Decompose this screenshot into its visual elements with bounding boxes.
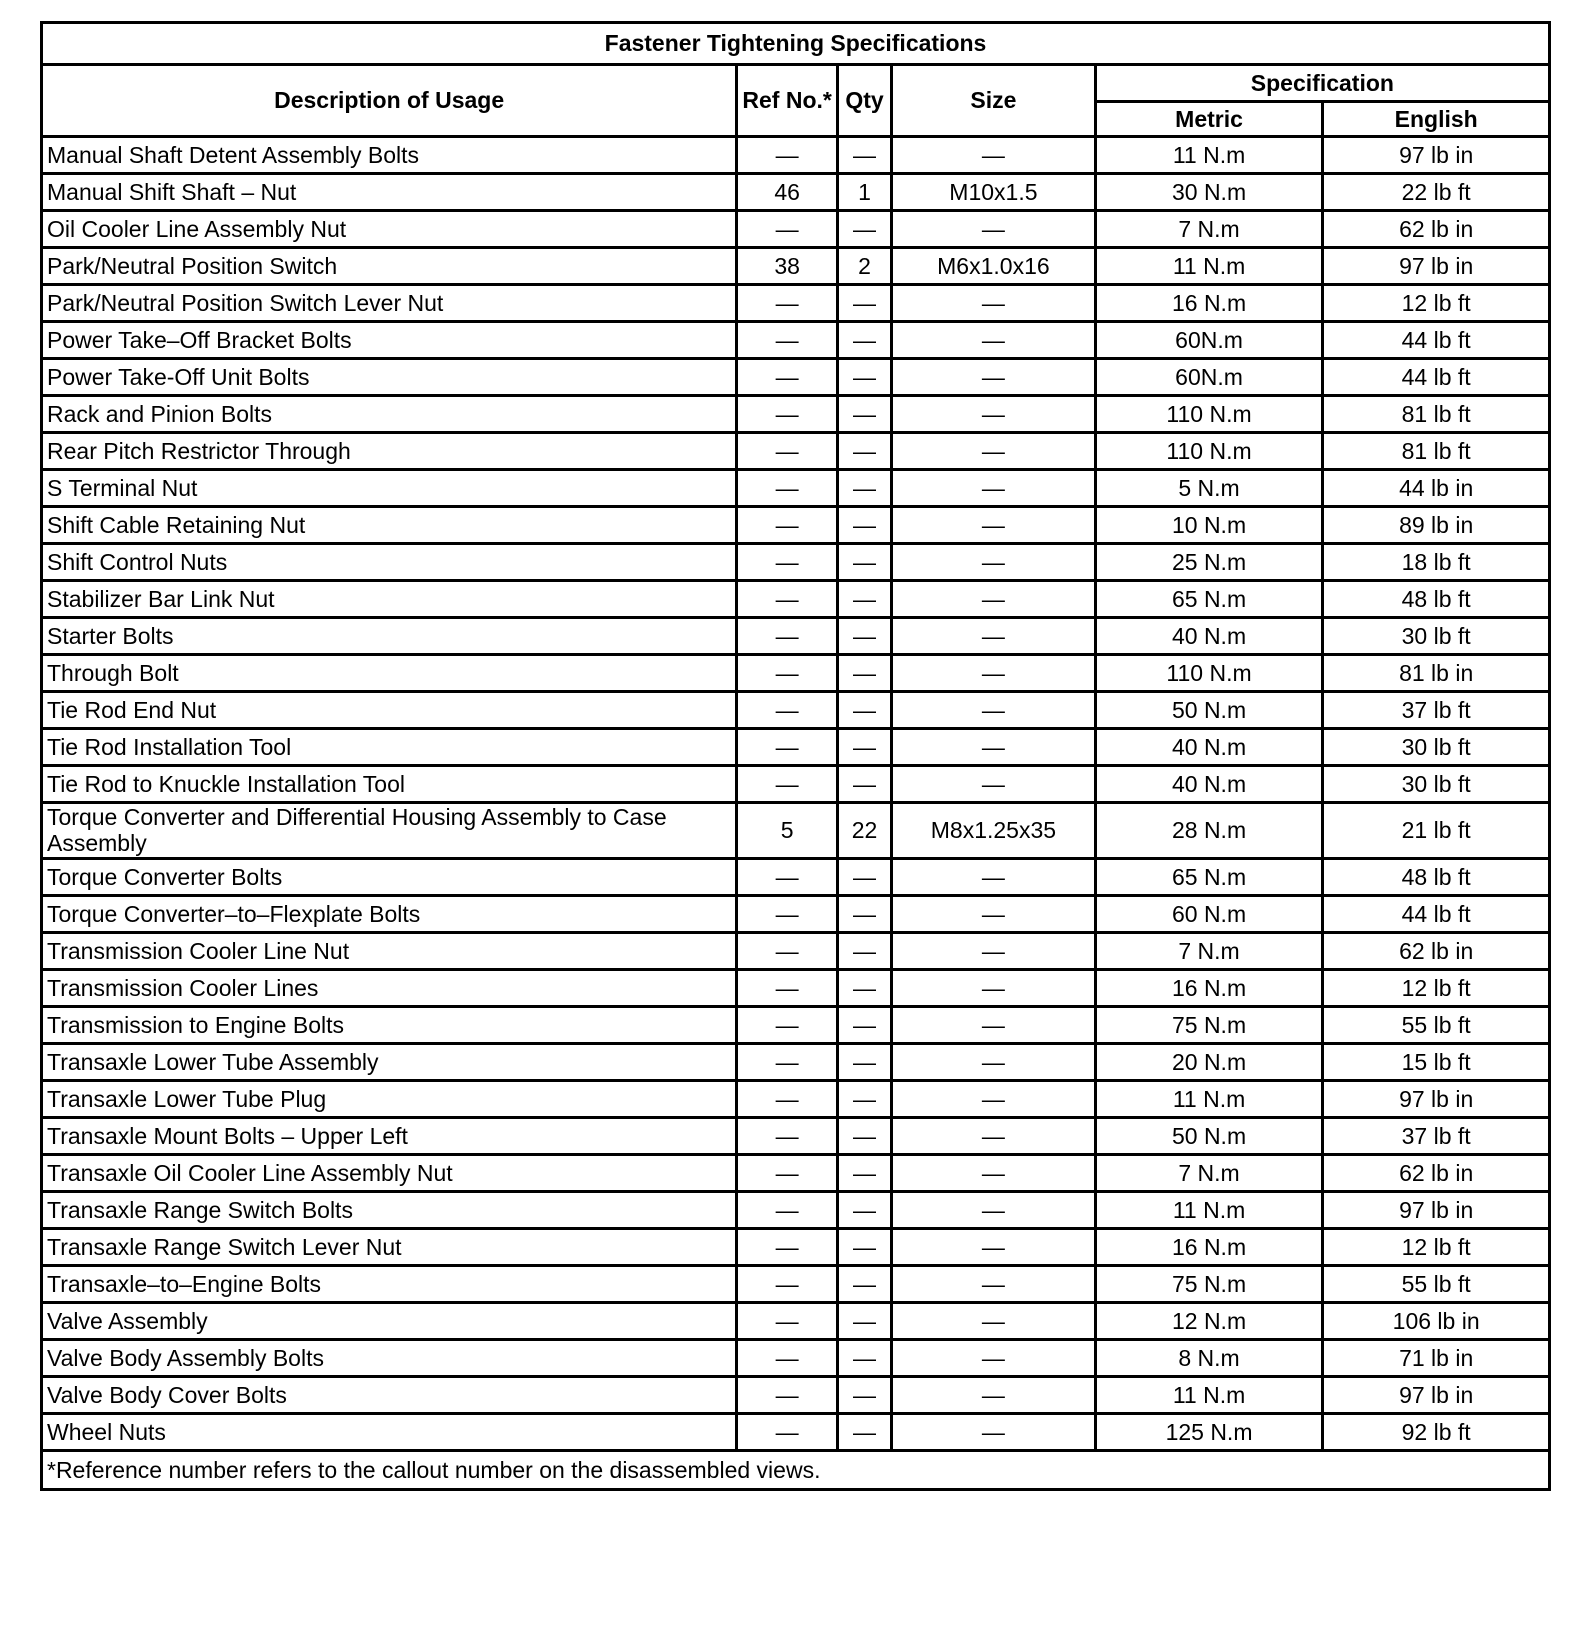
fastener-spec-table xyxy=(40,21,1551,1491)
cell-metric: 11 N.m xyxy=(1095,1080,1323,1117)
cell-description: Valve Body Cover Bolts xyxy=(42,1376,737,1413)
cell-description: Transaxle Mount Bolts – Upper Left xyxy=(42,1117,737,1154)
cell-size: — xyxy=(892,359,1096,396)
cell-size: M10x1.5 xyxy=(892,174,1096,211)
cell-qty: — xyxy=(838,618,892,655)
cell-metric: 11 N.m xyxy=(1095,137,1323,174)
cell-description: Torque Converter–to–Flexplate Bolts xyxy=(42,895,737,932)
cell-english: 18 lb ft xyxy=(1323,544,1550,581)
cell-description: Park/Neutral Position Switch xyxy=(42,248,737,285)
cell-size: — xyxy=(892,285,1096,322)
cell-ref-no: — xyxy=(737,433,838,470)
cell-qty: — xyxy=(838,1117,892,1154)
cell-english: 22 lb ft xyxy=(1323,174,1550,211)
cell-description: Wheel Nuts xyxy=(42,1413,737,1450)
header-qty: Qty xyxy=(838,65,892,137)
cell-english: 30 lb ft xyxy=(1323,766,1550,803)
cell-english: 37 lb ft xyxy=(1323,692,1550,729)
cell-qty: — xyxy=(838,359,892,396)
cell-qty: — xyxy=(838,1228,892,1265)
cell-metric: 5 N.m xyxy=(1095,470,1323,507)
table-row xyxy=(42,655,1550,692)
cell-ref-no: — xyxy=(737,1413,838,1450)
table-row xyxy=(42,692,1550,729)
cell-metric: 110 N.m xyxy=(1095,433,1323,470)
cell-english: 81 lb ft xyxy=(1323,433,1550,470)
cell-description: Valve Assembly xyxy=(42,1302,737,1339)
table-row xyxy=(42,1191,1550,1228)
table-row xyxy=(42,766,1550,803)
cell-description: Manual Shaft Detent Assembly Bolts xyxy=(42,137,737,174)
cell-description: Tie Rod to Knuckle Installation Tool xyxy=(42,766,737,803)
cell-description: Oil Cooler Line Assembly Nut xyxy=(42,211,737,248)
cell-english: 55 lb ft xyxy=(1323,1265,1550,1302)
table-row xyxy=(42,969,1550,1006)
table-row xyxy=(42,1339,1550,1376)
cell-metric: 75 N.m xyxy=(1095,1006,1323,1043)
cell-metric: 110 N.m xyxy=(1095,655,1323,692)
cell-qty: — xyxy=(838,1413,892,1450)
cell-qty: — xyxy=(838,655,892,692)
table-row xyxy=(42,544,1550,581)
cell-qty: — xyxy=(838,692,892,729)
cell-metric: 110 N.m xyxy=(1095,396,1323,433)
cell-ref-no: — xyxy=(737,692,838,729)
cell-english: 30 lb ft xyxy=(1323,729,1550,766)
cell-qty: — xyxy=(838,1080,892,1117)
cell-description: Transaxle–to–Engine Bolts xyxy=(42,1265,737,1302)
cell-english: 62 lb in xyxy=(1323,1154,1550,1191)
cell-english: 12 lb ft xyxy=(1323,1228,1550,1265)
cell-ref-no: — xyxy=(737,655,838,692)
table-row xyxy=(42,211,1550,248)
header-ref-no: Ref No.* xyxy=(737,65,838,137)
table-row xyxy=(42,729,1550,766)
cell-english: 97 lb in xyxy=(1323,137,1550,174)
cell-ref-no: — xyxy=(737,396,838,433)
table-row xyxy=(42,1302,1550,1339)
cell-size: — xyxy=(892,766,1096,803)
table-row xyxy=(42,618,1550,655)
cell-description: Through Bolt xyxy=(42,655,737,692)
cell-metric: 16 N.m xyxy=(1095,1228,1323,1265)
header-specification: Specification xyxy=(1095,65,1549,102)
cell-ref-no: — xyxy=(737,1191,838,1228)
cell-size: — xyxy=(892,655,1096,692)
table-row xyxy=(42,359,1550,396)
cell-metric: 11 N.m xyxy=(1095,1191,1323,1228)
cell-metric: 125 N.m xyxy=(1095,1413,1323,1450)
cell-ref-no: 5 xyxy=(737,803,838,859)
table-row xyxy=(42,1080,1550,1117)
cell-metric: 60N.m xyxy=(1095,322,1323,359)
cell-english: 97 lb in xyxy=(1323,1376,1550,1413)
table-row xyxy=(42,248,1550,285)
cell-ref-no: — xyxy=(737,618,838,655)
cell-english: 30 lb ft xyxy=(1323,618,1550,655)
cell-description: Transmission Cooler Lines xyxy=(42,969,737,1006)
cell-english: 48 lb ft xyxy=(1323,858,1550,895)
cell-size: — xyxy=(892,932,1096,969)
cell-size: — xyxy=(892,396,1096,433)
cell-size: — xyxy=(892,322,1096,359)
cell-description: Power Take-Off Unit Bolts xyxy=(42,359,737,396)
cell-metric: 40 N.m xyxy=(1095,766,1323,803)
cell-metric: 60N.m xyxy=(1095,359,1323,396)
cell-ref-no: — xyxy=(737,895,838,932)
cell-ref-no: — xyxy=(737,1302,838,1339)
cell-qty: 2 xyxy=(838,248,892,285)
cell-description: Park/Neutral Position Switch Lever Nut xyxy=(42,285,737,322)
cell-size: — xyxy=(892,211,1096,248)
header-metric: Metric xyxy=(1095,102,1323,137)
cell-metric: 7 N.m xyxy=(1095,1154,1323,1191)
cell-metric: 30 N.m xyxy=(1095,174,1323,211)
cell-qty: — xyxy=(838,433,892,470)
cell-description: Valve Body Assembly Bolts xyxy=(42,1339,737,1376)
cell-description: S Terminal Nut xyxy=(42,470,737,507)
cell-ref-no: — xyxy=(737,1228,838,1265)
cell-qty: — xyxy=(838,507,892,544)
cell-metric: 25 N.m xyxy=(1095,544,1323,581)
cell-metric: 60 N.m xyxy=(1095,895,1323,932)
cell-ref-no: 46 xyxy=(737,174,838,211)
cell-qty: 1 xyxy=(838,174,892,211)
cell-english: 55 lb ft xyxy=(1323,1006,1550,1043)
cell-description: Torque Converter Bolts xyxy=(42,858,737,895)
table-title: Fastener Tightening Specifications xyxy=(42,23,1550,65)
cell-qty: — xyxy=(838,322,892,359)
cell-metric: 50 N.m xyxy=(1095,692,1323,729)
cell-ref-no: — xyxy=(737,1265,838,1302)
cell-qty: — xyxy=(838,729,892,766)
table-row xyxy=(42,895,1550,932)
cell-english: 97 lb in xyxy=(1323,248,1550,285)
header-english: English xyxy=(1323,102,1550,137)
table-row xyxy=(42,1043,1550,1080)
cell-size: — xyxy=(892,969,1096,1006)
cell-size: — xyxy=(892,433,1096,470)
table-row xyxy=(42,1413,1550,1450)
cell-english: 97 lb in xyxy=(1323,1191,1550,1228)
cell-description: Stabilizer Bar Link Nut xyxy=(42,581,737,618)
cell-description: Power Take–Off Bracket Bolts xyxy=(42,322,737,359)
table-row xyxy=(42,396,1550,433)
cell-metric: 28 N.m xyxy=(1095,803,1323,859)
cell-size: — xyxy=(892,1191,1096,1228)
table-row xyxy=(42,1376,1550,1413)
cell-english: 44 lb ft xyxy=(1323,895,1550,932)
cell-metric: 65 N.m xyxy=(1095,858,1323,895)
cell-ref-no: 38 xyxy=(737,248,838,285)
cell-description: Rack and Pinion Bolts xyxy=(42,396,737,433)
cell-metric: 7 N.m xyxy=(1095,932,1323,969)
cell-english: 81 lb ft xyxy=(1323,396,1550,433)
cell-metric: 50 N.m xyxy=(1095,1117,1323,1154)
table-row xyxy=(42,803,1550,859)
cell-english: 21 lb ft xyxy=(1323,803,1550,859)
cell-ref-no: — xyxy=(737,470,838,507)
cell-ref-no: — xyxy=(737,969,838,1006)
cell-description: Transmission to Engine Bolts xyxy=(42,1006,737,1043)
cell-qty: — xyxy=(838,544,892,581)
cell-size: — xyxy=(892,1302,1096,1339)
cell-english: 89 lb in xyxy=(1323,507,1550,544)
cell-qty: — xyxy=(838,396,892,433)
cell-ref-no: — xyxy=(737,766,838,803)
cell-ref-no: — xyxy=(737,359,838,396)
cell-metric: 16 N.m xyxy=(1095,285,1323,322)
table-row xyxy=(42,322,1550,359)
cell-english: 71 lb in xyxy=(1323,1339,1550,1376)
table-body xyxy=(42,137,1550,1451)
cell-english: 97 lb in xyxy=(1323,1080,1550,1117)
cell-qty: — xyxy=(838,1376,892,1413)
cell-size: — xyxy=(892,1043,1096,1080)
header-size: Size xyxy=(892,65,1096,137)
cell-english: 62 lb in xyxy=(1323,932,1550,969)
cell-qty: — xyxy=(838,1191,892,1228)
cell-size: — xyxy=(892,858,1096,895)
table-row xyxy=(42,1117,1550,1154)
cell-metric: 65 N.m xyxy=(1095,581,1323,618)
cell-size: — xyxy=(892,507,1096,544)
cell-ref-no: — xyxy=(737,1117,838,1154)
cell-qty: — xyxy=(838,211,892,248)
cell-english: 37 lb ft xyxy=(1323,1117,1550,1154)
cell-english: 44 lb in xyxy=(1323,470,1550,507)
cell-qty: — xyxy=(838,1043,892,1080)
cell-qty: — xyxy=(838,858,892,895)
header-description: Description of Usage xyxy=(42,65,737,137)
table-row xyxy=(42,1006,1550,1043)
cell-description: Shift Control Nuts xyxy=(42,544,737,581)
cell-description: Starter Bolts xyxy=(42,618,737,655)
cell-qty: 22 xyxy=(838,803,892,859)
cell-metric: 10 N.m xyxy=(1095,507,1323,544)
cell-qty: — xyxy=(838,969,892,1006)
cell-size: — xyxy=(892,137,1096,174)
cell-size: M8x1.25x35 xyxy=(892,803,1096,859)
cell-metric: 40 N.m xyxy=(1095,729,1323,766)
cell-size: — xyxy=(892,1265,1096,1302)
table-row xyxy=(42,285,1550,322)
cell-ref-no: — xyxy=(737,1006,838,1043)
cell-description: Tie Rod End Nut xyxy=(42,692,737,729)
cell-english: 12 lb ft xyxy=(1323,285,1550,322)
cell-metric: 11 N.m xyxy=(1095,248,1323,285)
table-row xyxy=(42,1265,1550,1302)
cell-qty: — xyxy=(838,1154,892,1191)
cell-metric: 11 N.m xyxy=(1095,1376,1323,1413)
table-row xyxy=(42,174,1550,211)
cell-size: — xyxy=(892,692,1096,729)
table-row xyxy=(42,858,1550,895)
cell-english: 48 lb ft xyxy=(1323,581,1550,618)
cell-size: — xyxy=(892,581,1096,618)
cell-qty: — xyxy=(838,285,892,322)
cell-size: — xyxy=(892,1376,1096,1413)
cell-qty: — xyxy=(838,932,892,969)
cell-size: — xyxy=(892,1006,1096,1043)
cell-metric: 7 N.m xyxy=(1095,211,1323,248)
cell-ref-no: — xyxy=(737,1376,838,1413)
cell-english: 44 lb ft xyxy=(1323,322,1550,359)
cell-size: — xyxy=(892,544,1096,581)
cell-description: Transaxle Range Switch Lever Nut xyxy=(42,1228,737,1265)
cell-qty: — xyxy=(838,895,892,932)
cell-metric: 12 N.m xyxy=(1095,1302,1323,1339)
cell-qty: — xyxy=(838,581,892,618)
cell-description: Torque Converter and Differential Housing Assembly to Case Assembly xyxy=(42,803,737,859)
cell-qty: — xyxy=(838,1339,892,1376)
cell-english: 12 lb ft xyxy=(1323,969,1550,1006)
cell-size: — xyxy=(892,895,1096,932)
cell-ref-no: — xyxy=(737,211,838,248)
cell-size: — xyxy=(892,1080,1096,1117)
cell-ref-no: — xyxy=(737,581,838,618)
cell-description: Transaxle Range Switch Bolts xyxy=(42,1191,737,1228)
table-row xyxy=(42,507,1550,544)
cell-description: Manual Shift Shaft – Nut xyxy=(42,174,737,211)
footnote: *Reference number refers to the callout number on the disassembled views. xyxy=(42,1450,1550,1489)
cell-size: M6x1.0x16 xyxy=(892,248,1096,285)
cell-ref-no: — xyxy=(737,322,838,359)
cell-ref-no: — xyxy=(737,137,838,174)
cell-ref-no: — xyxy=(737,729,838,766)
cell-english: 62 lb in xyxy=(1323,211,1550,248)
cell-metric: 40 N.m xyxy=(1095,618,1323,655)
cell-metric: 8 N.m xyxy=(1095,1339,1323,1376)
table-row xyxy=(42,1228,1550,1265)
cell-size: — xyxy=(892,1339,1096,1376)
table-row xyxy=(42,1154,1550,1191)
cell-english: 106 lb in xyxy=(1323,1302,1550,1339)
cell-description: Shift Cable Retaining Nut xyxy=(42,507,737,544)
cell-description: Tie Rod Installation Tool xyxy=(42,729,737,766)
cell-ref-no: — xyxy=(737,932,838,969)
table-row xyxy=(42,932,1550,969)
cell-qty: — xyxy=(838,1006,892,1043)
cell-ref-no: — xyxy=(737,544,838,581)
cell-qty: — xyxy=(838,1265,892,1302)
table-row xyxy=(42,137,1550,174)
cell-english: 81 lb in xyxy=(1323,655,1550,692)
cell-size: — xyxy=(892,1117,1096,1154)
cell-english: 15 lb ft xyxy=(1323,1043,1550,1080)
cell-qty: — xyxy=(838,766,892,803)
cell-size: — xyxy=(892,1154,1096,1191)
table-row xyxy=(42,581,1550,618)
cell-qty: — xyxy=(838,470,892,507)
cell-size: — xyxy=(892,1228,1096,1265)
cell-ref-no: — xyxy=(737,1339,838,1376)
table-row xyxy=(42,470,1550,507)
cell-ref-no: — xyxy=(737,1080,838,1117)
cell-ref-no: — xyxy=(737,285,838,322)
table-row xyxy=(42,433,1550,470)
cell-description: Transmission Cooler Line Nut xyxy=(42,932,737,969)
cell-ref-no: — xyxy=(737,507,838,544)
cell-ref-no: — xyxy=(737,1154,838,1191)
cell-size: — xyxy=(892,1413,1096,1450)
cell-english: 44 lb ft xyxy=(1323,359,1550,396)
cell-metric: 75 N.m xyxy=(1095,1265,1323,1302)
cell-ref-no: — xyxy=(737,1043,838,1080)
cell-size: — xyxy=(892,470,1096,507)
cell-size: — xyxy=(892,618,1096,655)
cell-metric: 20 N.m xyxy=(1095,1043,1323,1080)
cell-metric: 16 N.m xyxy=(1095,969,1323,1006)
cell-description: Transaxle Oil Cooler Line Assembly Nut xyxy=(42,1154,737,1191)
cell-qty: — xyxy=(838,137,892,174)
cell-ref-no: — xyxy=(737,858,838,895)
cell-description: Transaxle Lower Tube Plug xyxy=(42,1080,737,1117)
cell-english: 92 lb ft xyxy=(1323,1413,1550,1450)
cell-qty: — xyxy=(838,1302,892,1339)
cell-description: Rear Pitch Restrictor Through xyxy=(42,433,737,470)
cell-description: Transaxle Lower Tube Assembly xyxy=(42,1043,737,1080)
cell-size: — xyxy=(892,729,1096,766)
